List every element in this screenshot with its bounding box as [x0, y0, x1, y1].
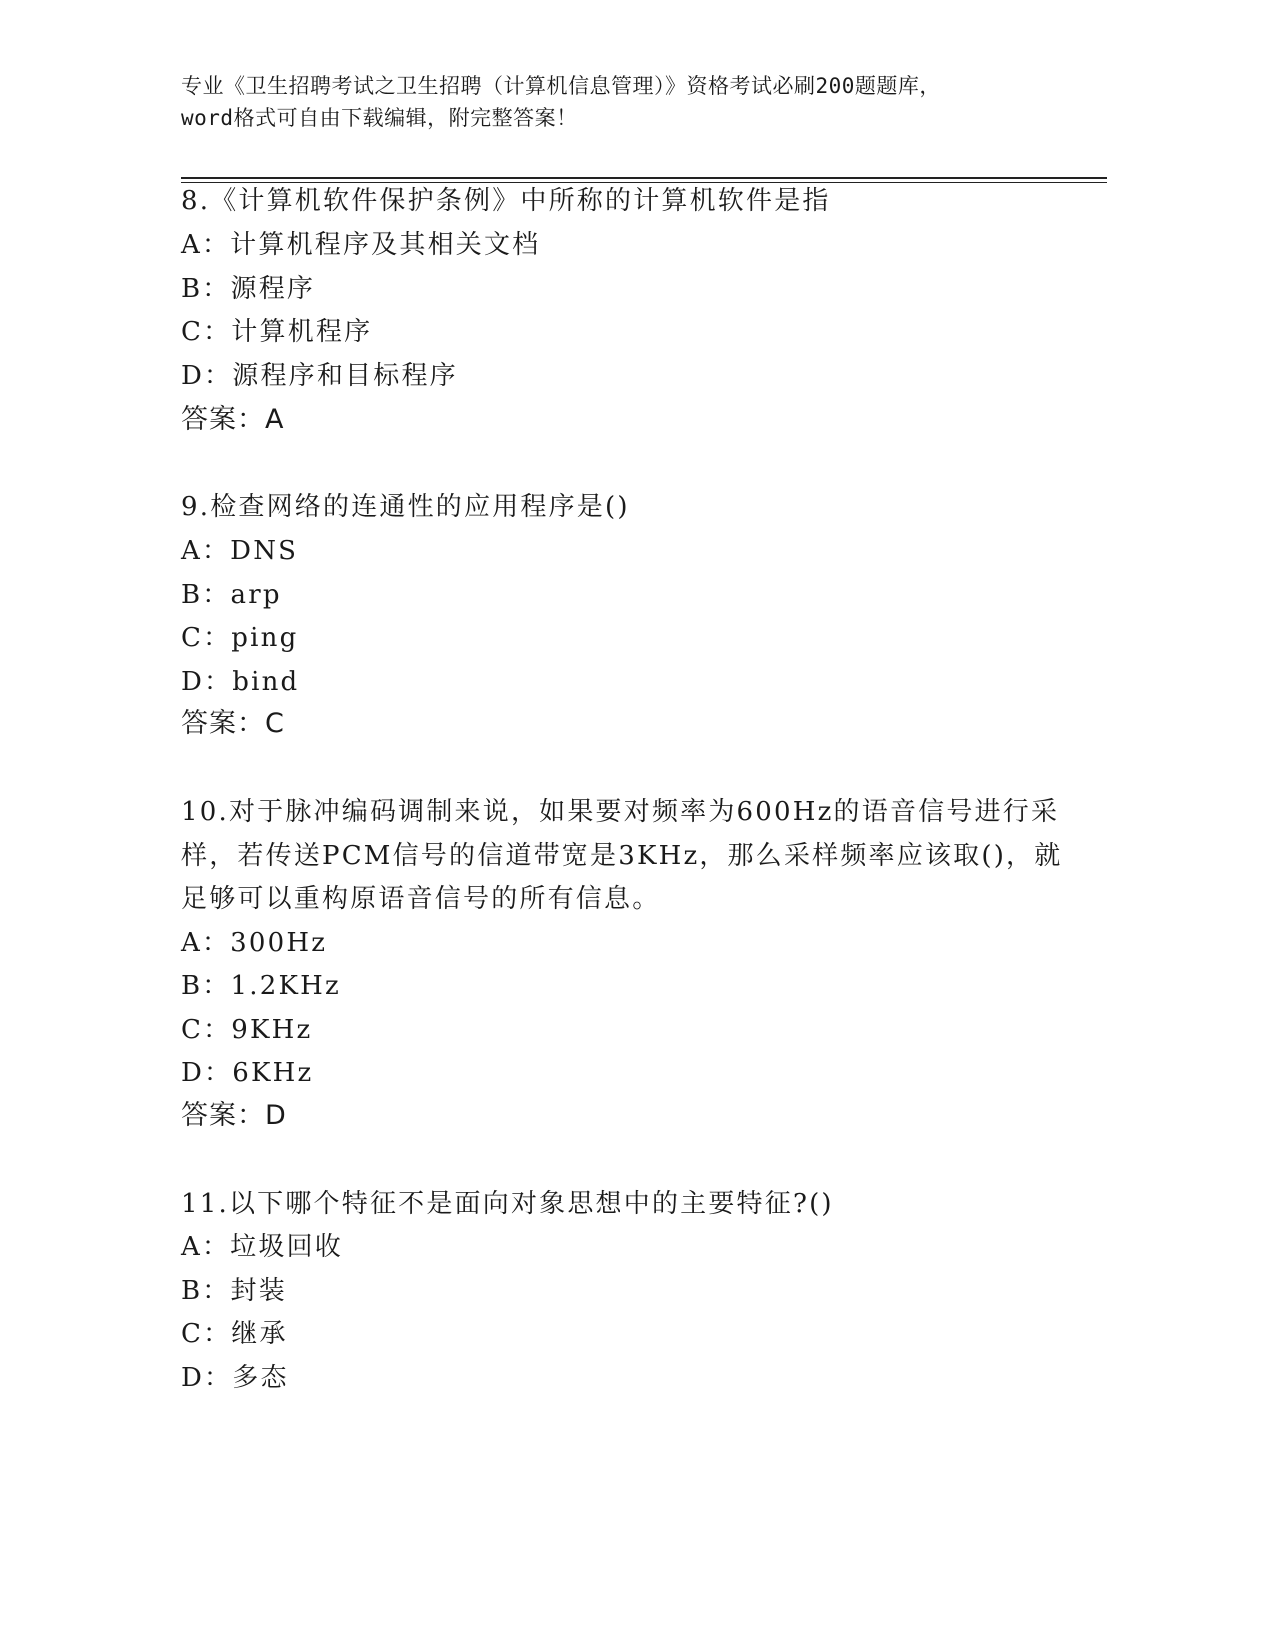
option-a: A：300Hz — [181, 928, 328, 958]
option-d: D：源程序和目标程序 — [181, 361, 458, 391]
header-divider-thick — [181, 177, 1107, 179]
option-b: B：封装 — [181, 1276, 287, 1306]
option-a: A：计算机程序及其相关文档 — [181, 230, 541, 260]
option-b: B：arp — [181, 580, 282, 610]
option-c: C：9KHz — [181, 1015, 313, 1045]
option-d: D：多态 — [181, 1363, 289, 1393]
answer: 答案：A — [181, 404, 285, 435]
option-d: D：bind — [181, 667, 300, 697]
question-stem: 11.以下哪个特征不是面向对象思想中的主要特征?() — [181, 1189, 834, 1219]
question-stem-line-1: 10.对于脉冲编码调制来说，如果要对频率为600Hz的语音信号进行采 — [181, 797, 1060, 827]
question-stem: 9.检查网络的连通性的应用程序是() — [181, 492, 630, 522]
question-stem-line-3: 足够可以重构原语音信号的所有信息。 — [181, 884, 661, 914]
question-stem: 8.《计算机软件保护条例》中所称的计算机软件是指 — [181, 186, 831, 216]
option-c: C：继承 — [181, 1319, 288, 1349]
answer: 答案：C — [181, 708, 285, 739]
header-divider-thin — [181, 182, 1107, 183]
option-b: B：源程序 — [181, 274, 316, 304]
option-c: C：计算机程序 — [181, 317, 373, 347]
option-d: D：6KHz — [181, 1058, 314, 1088]
header-line-1: 专业《卫生招聘考试之卫生招聘（计算机信息管理）》资格考试必刷200题题库， — [181, 74, 941, 98]
option-a: A：垃圾回收 — [181, 1232, 343, 1262]
answer: 答案：D — [181, 1100, 287, 1131]
document-header — [181, 70, 1081, 134]
question-stem-line-2: 样，若传送PCM信号的信道带宽是3KHz，那么采样频率应该取()，就 — [181, 841, 1063, 871]
option-a: A：DNS — [181, 536, 299, 566]
option-b: B：1.2KHz — [181, 971, 341, 1001]
option-c: C：ping — [181, 623, 299, 653]
header-line-2: word格式可自由下载编辑，附完整答案！ — [181, 106, 578, 130]
